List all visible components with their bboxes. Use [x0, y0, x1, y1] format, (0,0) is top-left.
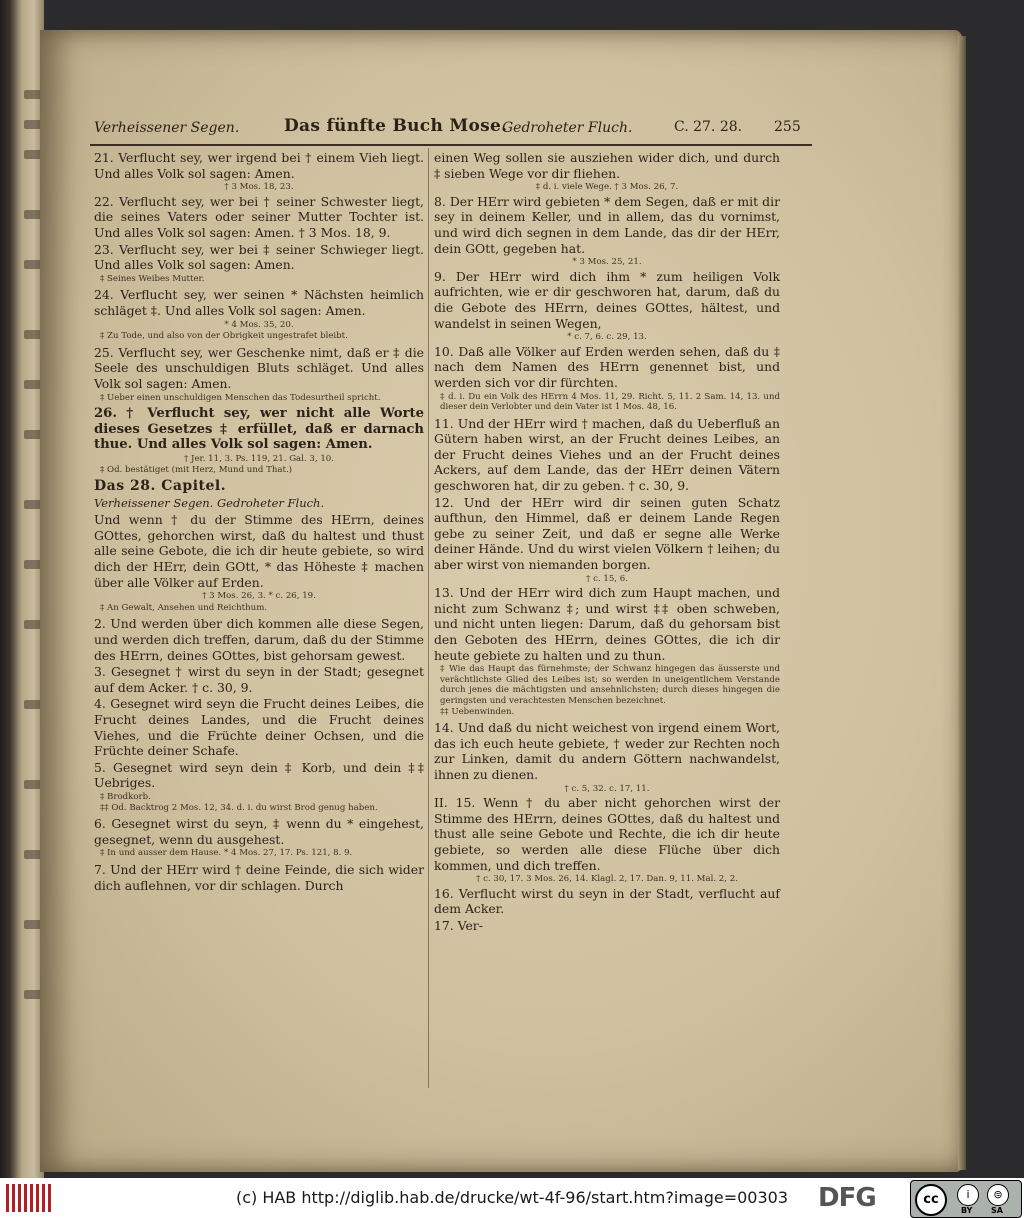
verse-text: 9. Der HErr wird dich ihm * zum heiligen Volk aufrichten, wie er dir geschworen hat, darum, daß du die Gebote des HErrn, deines GOttes, hältest, und wandelst in seinen Wegen,: [434, 268, 780, 331]
verse-text: 22. Verflucht sey, wer bei † seiner Schwester liegt, die seines Vaters oder seiner Mutter Tochter ist. Und alles Volk sol sagen: Amen. † 3 Mos. 18, 9.: [94, 193, 424, 240]
running-head-chapter: C. 27. 28.: [674, 119, 743, 135]
license-label-by: BY: [961, 1206, 973, 1215]
verse-text: 5. Gesegnet wird seyn dein ‡ Korb, und dein ‡‡ Uebriges.: [94, 759, 424, 791]
cross-reference: † 3 Mos. 18, 23.: [224, 182, 294, 193]
running-head-right: Gedroheter Fluch.: [502, 120, 633, 136]
copyright-credit: (c) HAB http://diglib.hab.de/drucke/wt-4f-96/start.htm?image=00303: [235, 1188, 789, 1207]
running-head-left: Verheissener Segen.: [94, 120, 240, 136]
footnote: ‡ d. i. Du ein Volk des HErrn 4 Mos. 11, 29. Richt. 5, 11. 2 Sam. 14, 13. und dieser dein Verlobter und dein Vater ist 1 Mos. 48, 16.: [440, 391, 780, 413]
dfg-logo: DFG: [818, 1183, 876, 1213]
verse-text: 24. Verflucht sey, wer seinen * Nächsten heimlich schläget ‡. Und alles Volk sol sagen: Amen.: [94, 287, 424, 318]
verse-text: 21. Verflucht sey, wer irgend bei † einem Vieh liegt. Und alles Volk sol sagen: Amen.: [94, 150, 424, 181]
chapter-heading: Das 28. Capitel.: [94, 478, 227, 495]
footnote: ‡ Zu Tode, und also von der Obrigkeit ungestrafet bleibt.: [100, 331, 348, 342]
verse-text: 10. Daß alle Völker auf Erden werden sehen, daß du ‡ nach dem Namen des HErrn genennet bist, und werden sich vor dir fürchten.: [434, 343, 780, 390]
verse-text: 3. Gesegnet † wirst du seyn in der Stadt; gesegnet auf dem Acker. † c. 30, 9.: [94, 664, 424, 695]
footnote: ‡ Od. bestätiget (mit Herz, Mund und That.): [100, 465, 293, 476]
footnote: ‡ Brodkorb. ‡‡ Od. Backtrog 2 Mos. 12, 34. d. i. du wirst Brod genug haben.: [100, 791, 378, 813]
share-alike-icon: ⊜: [987, 1184, 1009, 1206]
verse-text: 23. Verflucht sey, wer bei ‡ seiner Schwieger liegt. Und alles Volk sol sagen: Amen.: [94, 241, 424, 273]
book-page: [40, 30, 962, 1172]
verse-text: 13. Und der HErr wird dich zum Haupt machen, und nicht zum Schwanz ‡; und wirst ‡‡ oben schweben, und nicht unten liegen: Darum, daß du gehorsam bist den Geboten des HErrn, deines GOttes, die ich dir heute gebiete zu halten und zu thun.: [434, 585, 780, 663]
cross-reference: † c. 15, 6.: [586, 573, 628, 584]
verse-text: 6. Gesegnet wirst du seyn, ‡ wenn du * eingehest, gesegnet, wenn du ausgehest.: [94, 816, 424, 847]
verse-text: 14. Und daß du nicht weichest von irgend einem Wort, das ich euch heute gebiete, † weder zur Rechten noch zur Linken, damit du andern Göttern nachwandelst, ihnen zu dienen.: [434, 720, 780, 782]
verse-text: 12. Und der HErr wird dir seinen guten Schatz aufthun, den Himmel, daß er deinem Lande Regen gebe zu seiner Zeit, und daß er segne alle Werke deiner Hände. Und du wirst vielen Völkern † leihen; du aber wirst von niemanden borgen.: [434, 494, 780, 573]
header-rule: [90, 144, 812, 146]
verse-text: 7. Und der HErr wird † deine Feinde, die sich wider dich auflehnen, vor dir schlagen. Durch: [94, 861, 424, 893]
cross-reference: † Jer. 11, 3. Ps. 119, 21. Gal. 3, 10.: [183, 453, 334, 464]
column-divider: [428, 148, 429, 1088]
chapter-summary: Verheissener Segen. Gedroheter Fluch.: [94, 495, 325, 510]
cross-reference: † 3 Mos. 26, 3. * c. 26, 19.: [202, 591, 316, 602]
left-column: [94, 150, 424, 894]
footnote: ‡ In und ausser dem Hause. * 4 Mos. 27, 17. Ps. 121, 8. 9.: [100, 848, 353, 859]
verse-text: 16. Verflucht wirst du seyn in der Stadt, verflucht auf dem Acker.: [434, 885, 780, 917]
cross-reference: * c. 7, 6. c. 29, 13.: [567, 332, 647, 343]
footer-bar: [0, 1178, 1024, 1218]
license-label-sa: SA: [991, 1206, 1003, 1215]
verse-text: 2. Und werden über dich kommen alle diese Segen, und werden dich treffen, darum, daß du der Stimme des HErrn, deines GOttes, bist gehorsam gewest.: [94, 616, 424, 663]
page-fore-edge: [958, 36, 966, 1170]
cross-reference: * 4 Mos. 35, 20.: [224, 319, 294, 330]
page-number: 255: [774, 119, 801, 135]
cross-reference: † c. 5, 32. c. 17, 11.: [564, 783, 650, 794]
verse-text: 11. Und der HErr wird † machen, daß du Ueberfluß an Gütern haben wirst, an der Frucht deines Leibes, an der Frucht deines Viehes und an der Frucht deines Ackers, auf dem Lande, das der HErr deinen Vätern geschworen hat, dir zu geben. † c. 30, 9.: [434, 415, 780, 494]
cross-reference: ‡ d. i. viele Wege. † 3 Mos. 26, 7.: [535, 182, 679, 193]
verse-text-emphasized: 26. † Verflucht sey, wer nicht alle Worte dieses Gesetzes ‡ erfüllet, daß er darnach thue. Und alles Volk sol sagen: Amen.: [94, 406, 424, 453]
cross-reference: † c. 30, 17. 3 Mos. 26, 14. Klagl. 2, 17. Dan. 9, 11. Mal. 2, 2.: [476, 874, 738, 885]
right-column: [434, 150, 780, 934]
verse-text: 25. Verflucht sey, wer Geschenke nimt, daß er ‡ die Seele des unschuldigen Bluts schläget. Und alles Volk sol sagen: Amen.: [94, 344, 424, 391]
verse-text: einen Weg sollen sie ausziehen wider dich, und durch ‡ sieben Wege vor dir fliehen.: [434, 150, 780, 181]
catchword: 17. Ver-: [434, 917, 483, 933]
creative-commons-license-badge: [910, 1180, 1022, 1218]
verse-text: Und wenn † du der Stimme des HErrn, deines GOttes, gehorchen wirst, daß du haltest und thust alle seine Gebote, die ich dir heute gebiete, so wird dich der HErr, dein GOtt, * das Höheste ‡ machen über alle Völker auf Erden.: [94, 512, 424, 590]
footnote: ‡ Ueber einen unschuldigen Menschen das Todesurtheil spricht.: [100, 392, 381, 403]
verse-text: II. 15. Wenn † du aber nicht gehorchen wirst der Stimme des HErrn, deines GOttes, daß du haltest und thust alle seine Gebote und Rechte, die ich dir heute gebiete, so werden alle diese Flüche über dich kommen, und dich treffen.: [434, 795, 780, 873]
cross-reference: * 3 Mos. 25, 21.: [572, 257, 642, 268]
verse-text: 4. Gesegnet wird seyn die Frucht deines Leibes, die Frucht deines Landes, und die Frucht deines Viehes, und die Früchte deiner Ochsen, und die Früchte deiner Schafe.: [94, 696, 424, 759]
cc-icon: cc: [915, 1184, 947, 1216]
verse-text: 8. Der HErr wird gebieten * dem Segen, daß er mit dir sey in deinem Keller, und in allem, das du vornimst, und wird dich segnen in dem Lande, das dir der HErr, dein GOtt, gegeben hat.: [434, 193, 780, 256]
running-head-title: Das fünfte Buch Mose.: [284, 116, 508, 136]
footnote: ‡ An Gewalt, Ansehen und Reichthum.: [100, 602, 268, 613]
attribution-icon: i: [957, 1184, 979, 1206]
facing-page-edge: [0, 0, 44, 1178]
footnote: ‡ Wie das Haupt das fürnehmste; der Schwanz hingegen das äusserste und verächtlichste Glied des Leibes ist; so werden in uneigentlichem Verstande durch jenes die mächtigsten und ansehnlichsten; durch dieses hingegen die geringsten und verachtesten Menschen bezeichnet. ‡‡ Uebenwinden.: [440, 664, 780, 717]
running-head: [94, 116, 814, 144]
footnote: ‡ Seines Weibes Mutter.: [100, 273, 205, 284]
